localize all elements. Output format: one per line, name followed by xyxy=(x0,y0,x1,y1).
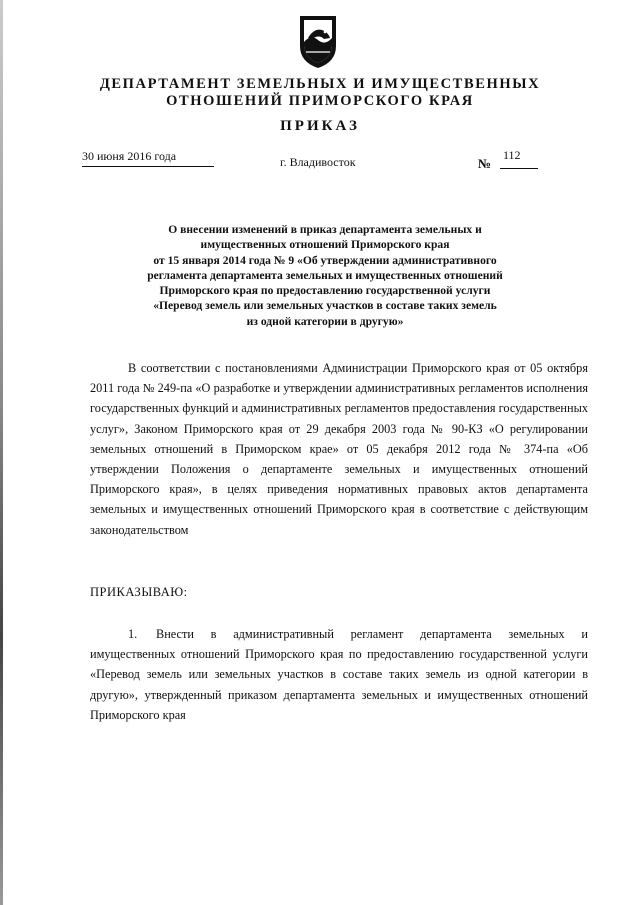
subject-line: от 15 января 2014 года № 9 «Об утверждении административного xyxy=(153,253,497,267)
subject-line: из одной категории в другую» xyxy=(246,314,404,328)
department-name xyxy=(40,76,600,110)
preamble-paragraph: В соответствии с постановлениями Администрации Приморского края от 05 октября 2011 года № 249-па «О разработке и утверждении административных регламентов исполнения государственных функций и административных регламентов предоставления государственных услуг», Законом Приморского края от 29 декабря 2003 года № 90-КЗ «О регулировании земельных отношений в Приморском крае» от 05 декабря 2012 года № 374-па «Об утверждении Положения о департаменте земельных и имущественных отношений Приморского края», в целях приведения нормативных правовых актов департамента земельных и имущественных отношений Приморского края в соответствие с действующим законодательством xyxy=(90,361,588,537)
department-line-2: ОТНОШЕНИЙ ПРИМОРСКОГО КРАЯ xyxy=(166,93,474,109)
item-number: 1. xyxy=(128,627,138,641)
order-word: ПРИКАЗЫВАЮ: xyxy=(90,585,188,599)
number-underline xyxy=(500,168,538,169)
document-city: г. Владивосток xyxy=(280,155,356,169)
coat-of-arms-icon xyxy=(294,12,342,70)
subject-line: О внесении изменений в приказ департамента земельных и xyxy=(168,223,482,236)
subject-line: «Перевод земель или земельных участков в составе таких земель xyxy=(153,299,497,313)
subject-line: имущественных отношений Приморского края xyxy=(200,238,450,252)
department-line-1: ДЕПАРТАМЕНТ ЗЕМЕЛЬНЫХ И ИМУЩЕСТВЕННЫХ xyxy=(99,76,541,92)
subject-line: регламента департамента земельных и имущественных отношений xyxy=(147,268,503,282)
document-subject xyxy=(90,222,560,329)
document-number: 112 xyxy=(503,148,521,162)
number-label: № xyxy=(478,156,492,171)
item-text: Внести в административный регламент департамента земельных и имущественных отношений Приморского края по предоставлению государственной услуги «Перевод земель или земельных участков в составе таких земель из одной категории в другую», утвержденный приказом департамента земельных и имущественных отношений Приморского края xyxy=(90,627,588,722)
subject-line: Приморского края по предоставлению государственной услуги xyxy=(159,284,491,298)
document-date: 30 июня 2016 года xyxy=(82,149,177,163)
document-type: ПРИКАЗ xyxy=(280,118,360,134)
date-underline xyxy=(82,166,214,167)
order-item-1 xyxy=(90,624,588,725)
scan-edge xyxy=(0,0,3,905)
